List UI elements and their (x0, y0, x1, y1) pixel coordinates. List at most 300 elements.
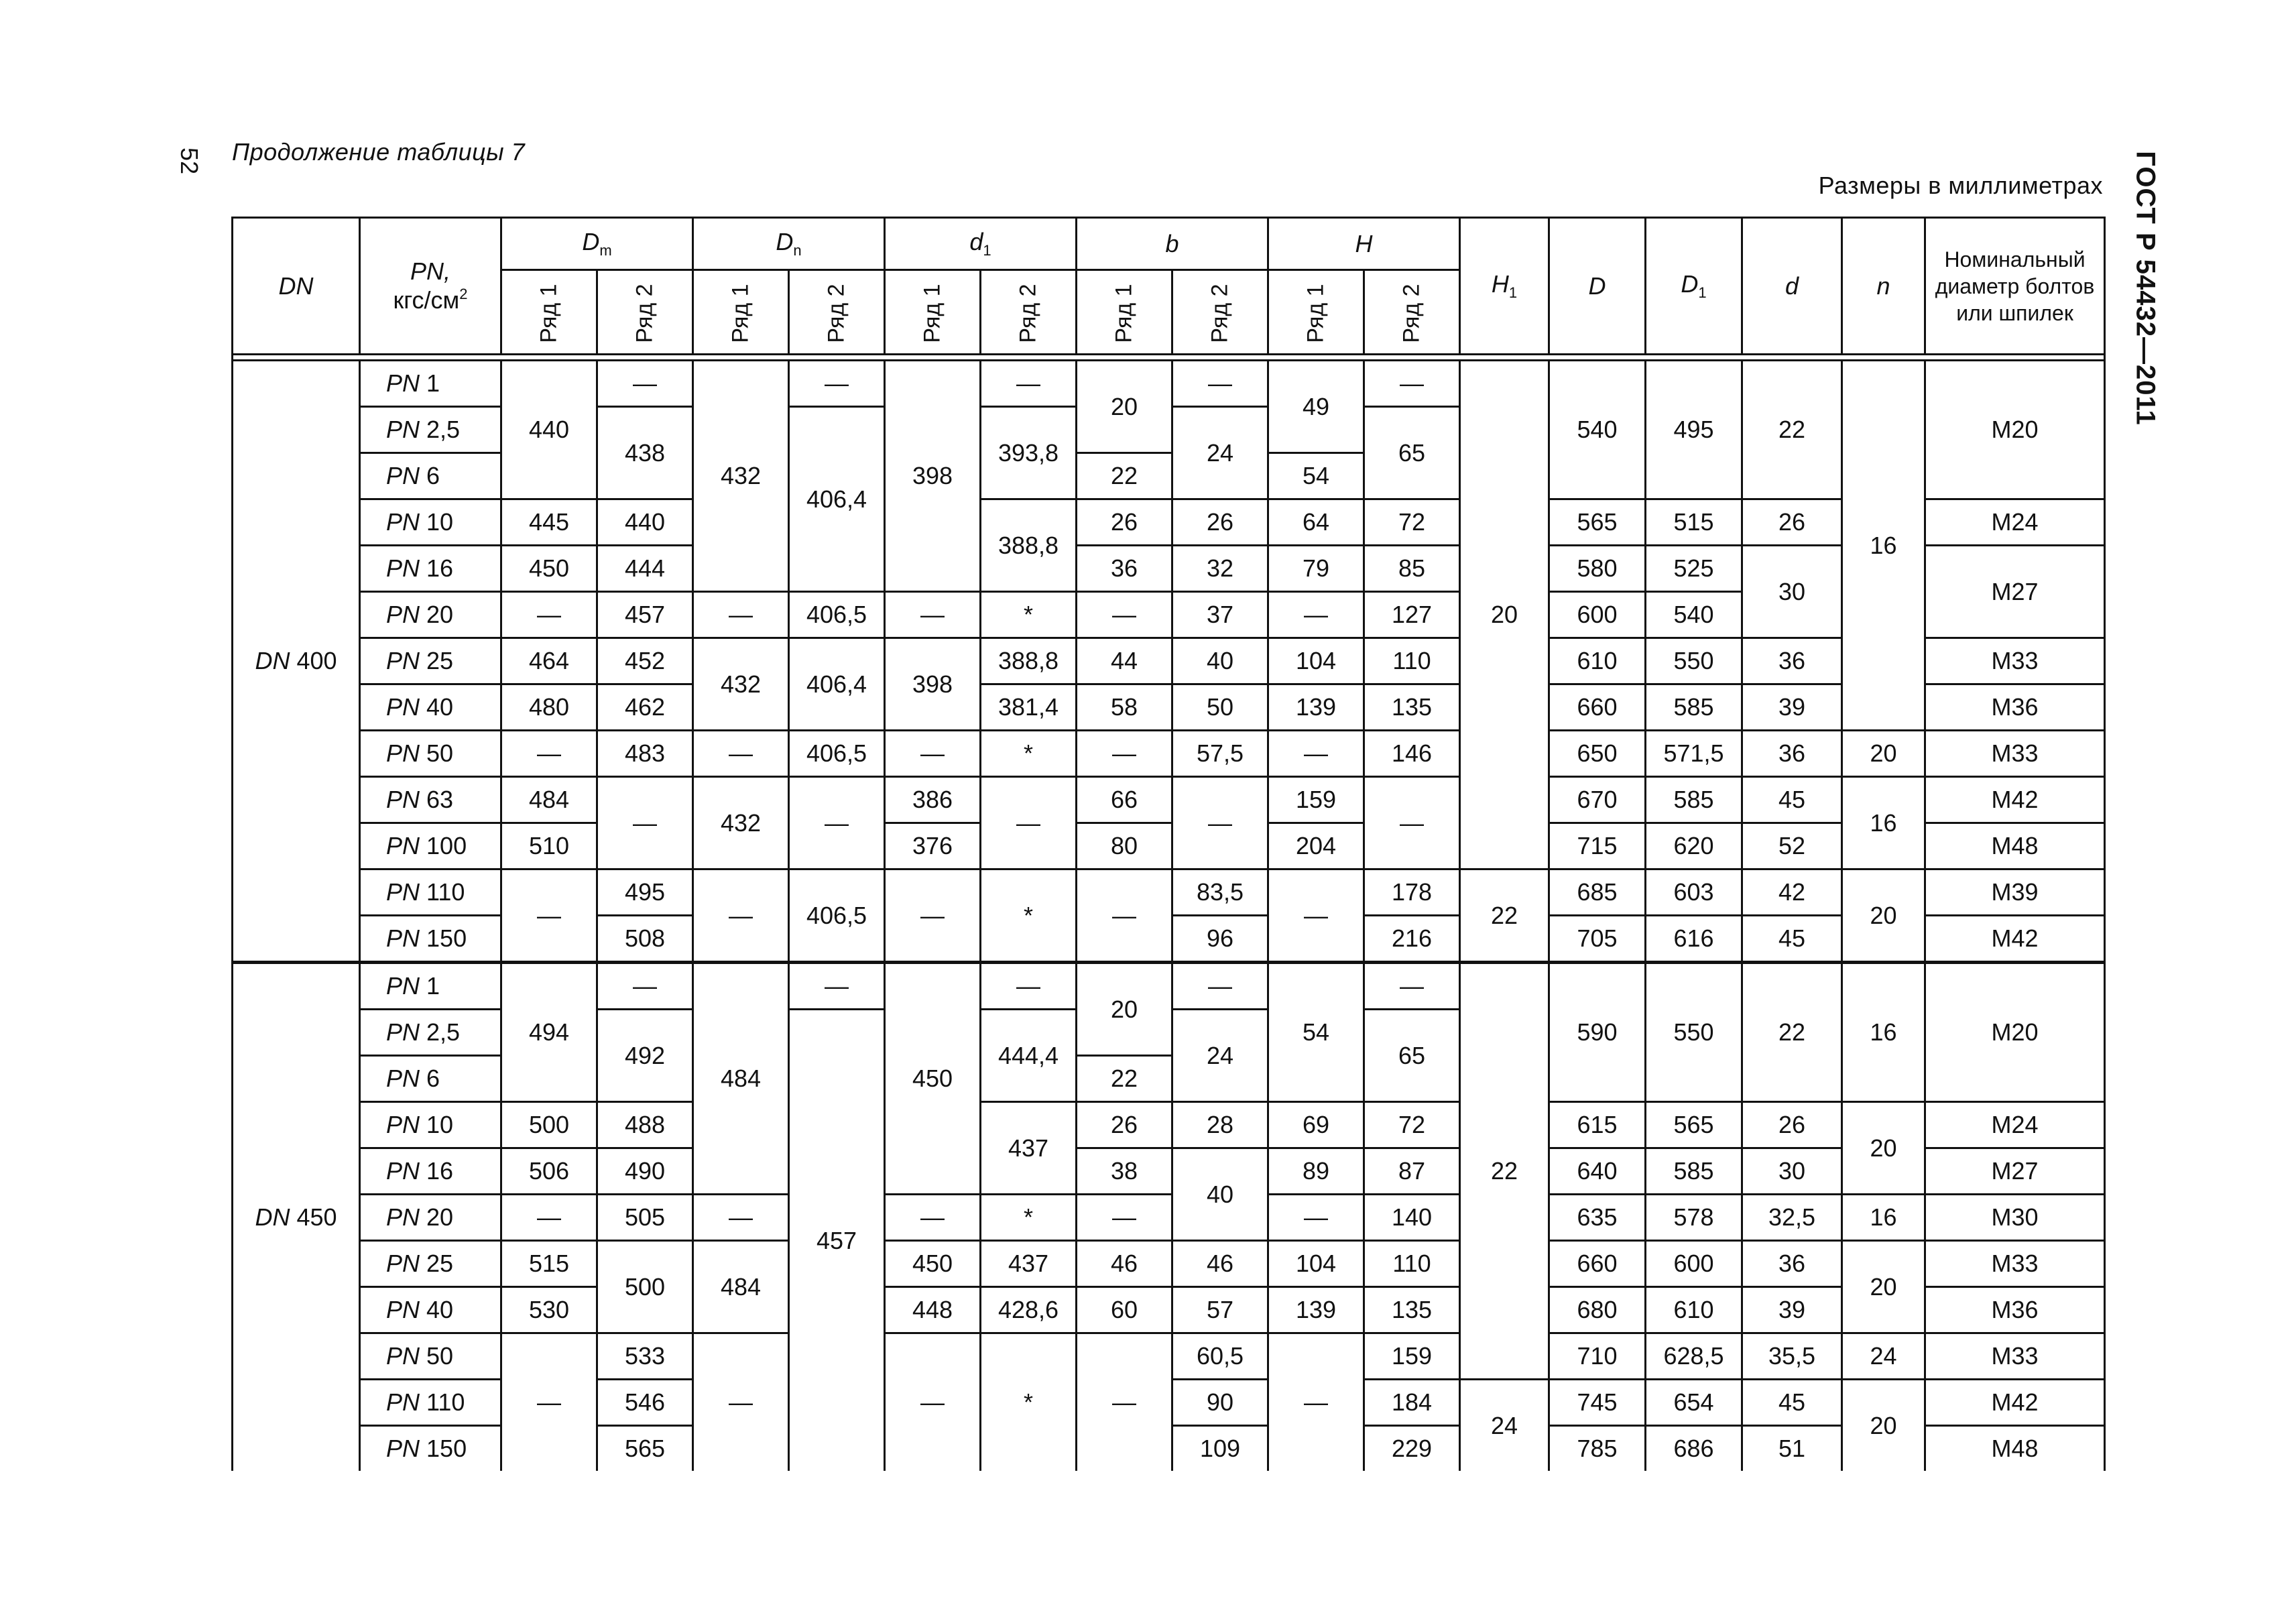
table-cell: 60 (1077, 1287, 1172, 1333)
table-cell: 444,4 (981, 1010, 1077, 1102)
table-cell: — (1364, 361, 1460, 407)
header-row1: Ряд 1 (1077, 270, 1172, 355)
table-cell: 500 (501, 1102, 597, 1148)
table-cell: 448 (885, 1287, 981, 1333)
table-cell: 20 (1842, 1241, 1925, 1333)
pn-cell: PN 40 (360, 1287, 501, 1333)
table-cell: — (789, 361, 885, 407)
header-d1: $d_1$ (885, 218, 1077, 270)
table-cell: — (885, 869, 981, 963)
table-cell: 406,5 (789, 731, 885, 777)
table-cell: 30 (1742, 546, 1842, 638)
table-cell: 580 (1549, 546, 1646, 592)
table-cell: — (1364, 963, 1460, 1010)
table-cell: 16 (1842, 1195, 1925, 1241)
header-n: n (1842, 218, 1925, 355)
table-cell: 45 (1742, 916, 1842, 963)
table-cell: M42 (1925, 777, 2105, 823)
table-cell: 64 (1268, 499, 1364, 546)
table-cell: 515 (1646, 499, 1742, 546)
table-cell: 628,5 (1646, 1333, 1742, 1380)
table-cell: 46 (1077, 1241, 1172, 1287)
table-cell: 139 (1268, 684, 1364, 731)
table-cell: 96 (1172, 916, 1268, 963)
table-cell: — (693, 1333, 789, 1471)
table-cell: 44 (1077, 638, 1172, 684)
units-note: Размеры в миллиметрах (1818, 172, 2103, 199)
table-cell: 440 (501, 361, 597, 499)
table-cell: 146 (1364, 731, 1460, 777)
pn-cell: PN 20 (360, 1195, 501, 1241)
table-cell: M42 (1925, 916, 2105, 963)
table-cell: 89 (1268, 1148, 1364, 1195)
header-row2: Ряд 2 (789, 270, 885, 355)
header-row1: Ряд 1 (1268, 270, 1364, 355)
table-cell: 525 (1646, 546, 1742, 592)
page-number: 52 (176, 147, 203, 175)
table-cell: 57 (1172, 1287, 1268, 1333)
table-cell: 109 (1172, 1426, 1268, 1471)
table-cell: 184 (1364, 1380, 1460, 1426)
pn-cell: PN 25 (360, 1241, 501, 1287)
table-cell: — (1364, 777, 1460, 869)
table-cell: 58 (1077, 684, 1172, 731)
table-cell: 87 (1364, 1148, 1460, 1195)
table-cell: 24 (1172, 407, 1268, 499)
table-cell: 26 (1742, 1102, 1842, 1148)
pn-cell: PN 150 (360, 916, 501, 963)
table-cell: — (789, 777, 885, 869)
table-cell: 45 (1742, 777, 1842, 823)
table-cell: — (981, 963, 1077, 1010)
table-cell: 620 (1646, 823, 1742, 869)
pn-cell: PN 1 (360, 963, 501, 1010)
table-cell: 510 (501, 823, 597, 869)
table-cell: M42 (1925, 1380, 2105, 1426)
table-cell: 45 (1742, 1380, 1842, 1426)
table-cell: 72 (1364, 1102, 1460, 1148)
table-cell: 381,4 (981, 684, 1077, 731)
table-cell: 505 (597, 1195, 693, 1241)
header-row1: Ряд 1 (885, 270, 981, 355)
table-cell: 660 (1549, 684, 1646, 731)
table-cell: 32 (1172, 546, 1268, 592)
group-dn400 (233, 361, 2105, 963)
table-cell: 216 (1364, 916, 1460, 963)
pn-cell: PN 6 (360, 1056, 501, 1102)
table-cell: 610 (1646, 1287, 1742, 1333)
table-cell: 500 (597, 1241, 693, 1333)
pn-cell: PN 40 (360, 684, 501, 731)
table-cell: 550 (1646, 638, 1742, 684)
table-cell: M48 (1925, 1426, 2105, 1471)
table-cell: — (693, 731, 789, 777)
table-cell: 437 (981, 1102, 1077, 1195)
table-cell: M33 (1925, 731, 2105, 777)
table-cell: 57,5 (1172, 731, 1268, 777)
table-cell: 585 (1646, 777, 1742, 823)
table-cell: — (501, 1195, 597, 1241)
table-cell: 492 (597, 1010, 693, 1102)
table-cell: 600 (1549, 592, 1646, 638)
table-cell: 22 (1460, 963, 1549, 1380)
table-cell: 388,8 (981, 499, 1077, 592)
table-cell: 432 (693, 361, 789, 592)
table-cell: 452 (597, 638, 693, 684)
table-cell: 159 (1364, 1333, 1460, 1380)
pn-cell: PN 2,5 (360, 407, 501, 453)
table-cell: 488 (597, 1102, 693, 1148)
table-cell: 444 (597, 546, 693, 592)
table-cell: 49 (1268, 361, 1364, 453)
table-cell: M27 (1925, 1148, 2105, 1195)
table-cell: 484 (693, 963, 789, 1195)
table-cell: 450 (885, 963, 981, 1195)
table-cell: — (693, 1195, 789, 1241)
table-cell: 386 (885, 777, 981, 823)
table-cell: 69 (1268, 1102, 1364, 1148)
table-cell: 54 (1268, 963, 1364, 1102)
table-cell: 406,5 (789, 592, 885, 638)
table-cell: 20 (1842, 731, 1925, 777)
pn-cell: PN 110 (360, 1380, 501, 1426)
table-cell: — (981, 361, 1077, 407)
table-cell: M36 (1925, 1287, 2105, 1333)
pn-cell: PN 16 (360, 546, 501, 592)
table-cell: 110 (1364, 638, 1460, 684)
table-cell: 406,4 (789, 407, 885, 592)
table-cell: 457 (789, 1010, 885, 1471)
table-cell: 660 (1549, 1241, 1646, 1287)
table-cell: M30 (1925, 1195, 2105, 1241)
table-cell: 79 (1268, 546, 1364, 592)
pn-cell: PN 50 (360, 731, 501, 777)
table-cell: * (981, 731, 1077, 777)
pn-cell: PN 20 (360, 592, 501, 638)
table-cell: 72 (1364, 499, 1460, 546)
header-divider (233, 355, 2105, 361)
table-cell: 650 (1549, 731, 1646, 777)
table-cell: — (1077, 592, 1172, 638)
table-cell: 20 (1842, 1102, 1925, 1195)
table-cell: 428,6 (981, 1287, 1077, 1333)
table-cell: 22 (1077, 1056, 1172, 1102)
table-cell: 490 (597, 1148, 693, 1195)
header-bolt-diameter: Номинальный диаметр болтов или шпилек (1925, 218, 2105, 355)
table-cell: 24 (1172, 1010, 1268, 1102)
table-cell: — (789, 963, 885, 1010)
table-cell: M27 (1925, 546, 2105, 638)
table-cell: M20 (1925, 361, 2105, 499)
pn-cell: PN 63 (360, 777, 501, 823)
table-cell: 565 (1549, 499, 1646, 546)
table-cell: 35,5 (1742, 1333, 1842, 1380)
pn-cell: PN 110 (360, 869, 501, 916)
table-cell: 464 (501, 638, 597, 684)
table-cell: 135 (1364, 1287, 1460, 1333)
table-cell: — (981, 777, 1077, 869)
table-cell: 515 (501, 1241, 597, 1287)
table-cell: 616 (1646, 916, 1742, 963)
table-cell: 39 (1742, 1287, 1842, 1333)
table-cell: 445 (501, 499, 597, 546)
table-cell: 457 (597, 592, 693, 638)
header-b: b (1077, 218, 1268, 270)
table-cell: 437 (981, 1241, 1077, 1287)
table-cell: 388,8 (981, 638, 1077, 684)
header-D1: $D_1$ (1646, 218, 1742, 355)
table-cell: 376 (885, 823, 981, 869)
table-cell: * (981, 592, 1077, 638)
table-cell: 20 (1077, 963, 1172, 1056)
table-cell: — (885, 592, 981, 638)
table-cell: 432 (693, 777, 789, 869)
table-cell: — (1268, 731, 1364, 777)
table-cell: 585 (1646, 684, 1742, 731)
table-cell: 65 (1364, 407, 1460, 499)
table-cell: 530 (501, 1287, 597, 1333)
table-cell: 710 (1549, 1333, 1646, 1380)
table-cell: 135 (1364, 684, 1460, 731)
table-cell: 51 (1742, 1426, 1842, 1471)
table-cell: * (981, 869, 1077, 963)
table-cell: 494 (501, 963, 597, 1102)
table-cell: — (1172, 361, 1268, 407)
table-cell: M48 (1925, 823, 2105, 869)
table-cell: 20 (1077, 361, 1172, 453)
header-row1: Ряд 1 (501, 270, 597, 355)
table-cell: 670 (1549, 777, 1646, 823)
header-h: H (1268, 218, 1460, 270)
header-row2: Ряд 2 (597, 270, 693, 355)
table-cell: 495 (597, 869, 693, 916)
table-cell: 603 (1646, 869, 1742, 916)
header-dn: DN (233, 218, 360, 355)
table-cell: 600 (1646, 1241, 1742, 1287)
table-cell: — (693, 592, 789, 638)
header-row2: Ряд 2 (1364, 270, 1460, 355)
table-cell: 26 (1172, 499, 1268, 546)
table-cell: 139 (1268, 1287, 1364, 1333)
table-cell: — (1077, 731, 1172, 777)
table-cell: 39 (1742, 684, 1842, 731)
pn-cell: PN 16 (360, 1148, 501, 1195)
table-cell: 550 (1646, 963, 1742, 1102)
table-cell: 480 (501, 684, 597, 731)
table-cell: 36 (1742, 638, 1842, 684)
table-cell: 432 (693, 638, 789, 731)
table-cell: 24 (1842, 1333, 1925, 1380)
table-cell: 398 (885, 361, 981, 592)
table-cell: 60,5 (1172, 1333, 1268, 1380)
table-cell: 22 (1460, 869, 1549, 963)
table-cell: 28 (1172, 1102, 1268, 1148)
table-cell: 450 (885, 1241, 981, 1287)
table-cell: 26 (1077, 1102, 1172, 1148)
table-cell: 40 (1172, 638, 1268, 684)
table-cell: — (885, 731, 981, 777)
pn-cell: PN 10 (360, 1102, 501, 1148)
standard-designation: ГОСТ Р 54432—2011 (2130, 151, 2161, 426)
table-cell: 36 (1742, 1241, 1842, 1287)
table-cell: 20 (1842, 869, 1925, 963)
table-cell: 110 (1364, 1241, 1460, 1287)
table-caption: Продолжение таблицы 7 (232, 138, 526, 166)
pn-cell: PN 2,5 (360, 1010, 501, 1056)
pn-cell: PN 1 (360, 361, 501, 407)
table-cell: 178 (1364, 869, 1460, 916)
table-cell: — (1077, 1195, 1172, 1241)
table-cell: 52 (1742, 823, 1842, 869)
table-cell: 578 (1646, 1195, 1742, 1241)
table-cell: M33 (1925, 1333, 2105, 1380)
table-cell: 20 (1460, 361, 1549, 869)
table-cell: 495 (1646, 361, 1742, 499)
table-cell: 127 (1364, 592, 1460, 638)
header-d: d (1742, 218, 1842, 355)
table-cell: 40 (1172, 1148, 1268, 1241)
table-cell: — (885, 1195, 981, 1241)
table-cell: 83,5 (1172, 869, 1268, 916)
table-cell: 80 (1077, 823, 1172, 869)
table-cell: 540 (1549, 361, 1646, 499)
table-cell: 406,5 (789, 869, 885, 963)
table-cell: — (1268, 869, 1364, 963)
table-cell: 654 (1646, 1380, 1742, 1426)
group-dn450 (233, 963, 2105, 1471)
pn-cell: PN 150 (360, 1426, 501, 1471)
dn-cell: DN 400 (233, 361, 360, 963)
pn-cell: PN 100 (360, 823, 501, 869)
pn-cell: PN 10 (360, 499, 501, 546)
table-cell: M20 (1925, 963, 2105, 1102)
pn-cell: PN 6 (360, 453, 501, 499)
table-cell: 30 (1742, 1148, 1842, 1195)
table-cell: 484 (501, 777, 597, 823)
table-cell: 36 (1742, 731, 1842, 777)
table-cell: M24 (1925, 499, 2105, 546)
table-cell: M33 (1925, 638, 2105, 684)
table-cell: — (597, 777, 693, 869)
table-cell: — (1268, 592, 1364, 638)
table-cell: 685 (1549, 869, 1646, 916)
table-cell: 571,5 (1646, 731, 1742, 777)
table-cell: 50 (1172, 684, 1268, 731)
table-cell: 32,5 (1742, 1195, 1842, 1241)
table-cell: 90 (1172, 1380, 1268, 1426)
table-cell: 635 (1549, 1195, 1646, 1241)
pn-cell: PN 50 (360, 1333, 501, 1380)
table-cell: 42 (1742, 869, 1842, 916)
table-cell: 38 (1077, 1148, 1172, 1195)
table-cell: 533 (597, 1333, 693, 1380)
table-cell: 37 (1172, 592, 1268, 638)
table-cell: 438 (597, 407, 693, 499)
table-cell: 398 (885, 638, 981, 731)
table-cell: 715 (1549, 823, 1646, 869)
table-cell: 610 (1549, 638, 1646, 684)
table-cell: — (1268, 1333, 1364, 1471)
header-row1: Ряд 1 (693, 270, 789, 355)
table-cell: 54 (1268, 453, 1364, 499)
table-cell: 66 (1077, 777, 1172, 823)
table-cell: 508 (597, 916, 693, 963)
table-cell: 615 (1549, 1102, 1646, 1148)
table-cell: 16 (1842, 361, 1925, 731)
table-cell: 590 (1549, 963, 1646, 1102)
table-cell: 26 (1077, 499, 1172, 546)
header-D: D (1549, 218, 1646, 355)
table-cell: 16 (1842, 777, 1925, 869)
table-cell: 140 (1364, 1195, 1460, 1241)
table-cell: 46 (1172, 1241, 1268, 1287)
pn-cell: PN 25 (360, 638, 501, 684)
table-cell: 745 (1549, 1380, 1646, 1426)
header-dn-inner: $D_n$ (693, 218, 885, 270)
header-row2: Ряд 2 (1172, 270, 1268, 355)
table-cell: — (597, 963, 693, 1010)
table-cell: — (1077, 869, 1172, 963)
table-cell: 104 (1268, 1241, 1364, 1287)
table-cell: 26 (1742, 499, 1842, 546)
table-cell: 640 (1549, 1148, 1646, 1195)
table-cell: 546 (597, 1380, 693, 1426)
table-cell: 204 (1268, 823, 1364, 869)
table-cell: 406,4 (789, 638, 885, 731)
table-cell: 16 (1842, 963, 1925, 1102)
table-cell: 22 (1077, 453, 1172, 499)
table-cell: 450 (501, 546, 597, 592)
table-cell: M39 (1925, 869, 2105, 916)
table-cell: M24 (1925, 1102, 2105, 1148)
table-cell: M33 (1925, 1241, 2105, 1287)
header-h1: $H_1$ (1460, 218, 1549, 355)
table-cell: * (981, 1195, 1077, 1241)
table-cell: M36 (1925, 684, 2105, 731)
table-cell: — (885, 1333, 981, 1471)
table-cell: — (501, 1333, 597, 1471)
table-cell: 585 (1646, 1148, 1742, 1195)
header-row2: Ряд 2 (981, 270, 1077, 355)
table-cell: — (597, 361, 693, 407)
table-cell: 440 (597, 499, 693, 546)
table-cell: 22 (1742, 361, 1842, 499)
table-cell: 159 (1268, 777, 1364, 823)
dimensions-table (231, 217, 2106, 1471)
table-cell: 65 (1364, 1010, 1460, 1102)
table-cell: 705 (1549, 916, 1646, 963)
table-cell: — (1268, 1195, 1364, 1241)
table-cell: — (693, 869, 789, 963)
table-cell: 85 (1364, 546, 1460, 592)
table-cell: 36 (1077, 546, 1172, 592)
table-cell: 393,8 (981, 407, 1077, 499)
table-cell: 565 (1646, 1102, 1742, 1148)
table-cell: 24 (1460, 1380, 1549, 1471)
table-cell: 680 (1549, 1287, 1646, 1333)
header-pn: PN, кгс/$см^2$ (360, 218, 501, 355)
table-cell: * (981, 1333, 1077, 1471)
header-dm: $D_m$ (501, 218, 693, 270)
table-cell: 104 (1268, 638, 1364, 684)
table-cell: 686 (1646, 1426, 1742, 1471)
table-cell: 483 (597, 731, 693, 777)
table-cell: 484 (693, 1241, 789, 1333)
table-cell: 22 (1742, 963, 1842, 1102)
table-cell: 565 (597, 1426, 693, 1471)
table-cell: 229 (1364, 1426, 1460, 1471)
table-cell: — (1077, 1333, 1172, 1471)
